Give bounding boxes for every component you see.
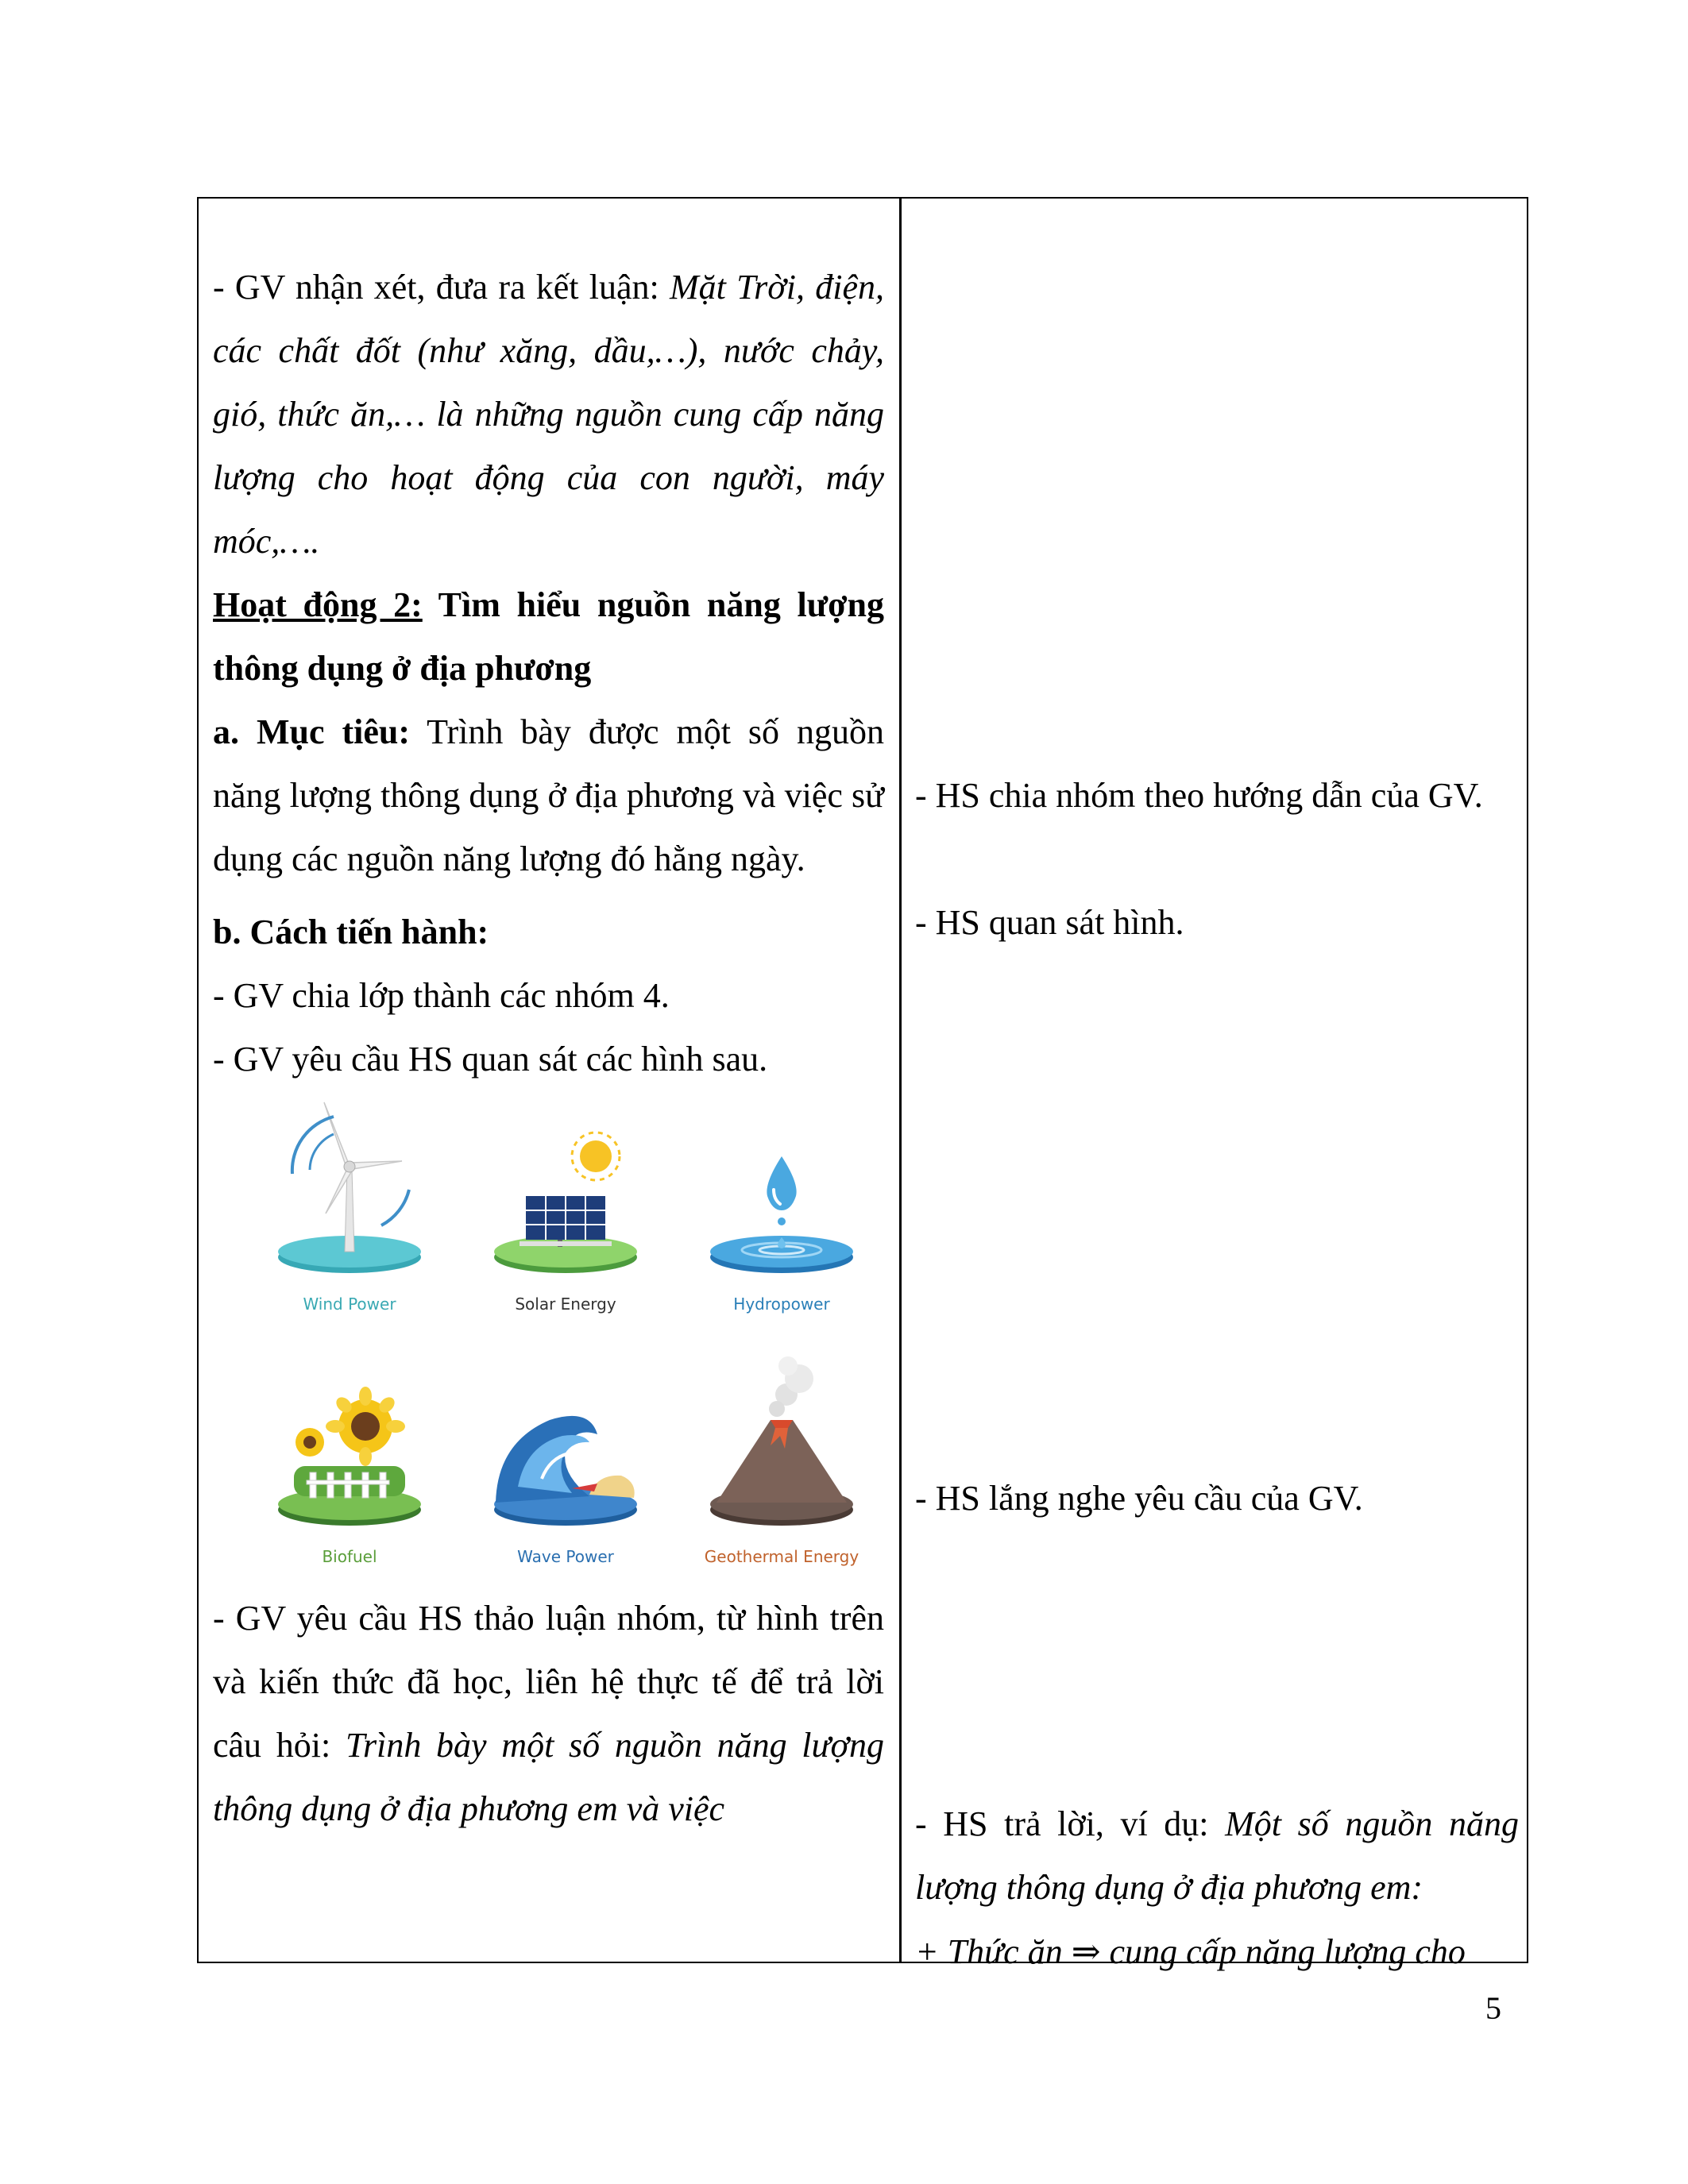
solar-energy-label: Solar Energy <box>515 1295 616 1314</box>
energy-image-hydro <box>694 1094 869 1325</box>
energy-images-grid <box>213 1094 884 1587</box>
student-response-4 <box>915 1792 1519 1920</box>
energy-image-biofuel <box>262 1347 437 1577</box>
student-response-4-intro: - HS trả lời, ví dụ: <box>915 1804 1226 1843</box>
discussion-paragraph <box>213 1587 884 1841</box>
energy-image-wave <box>478 1347 653 1577</box>
wind-turbine-icon <box>262 1094 437 1293</box>
wind-power-label: Wind Power <box>303 1295 396 1314</box>
conclusion-intro: - GV nhận xét, đưa ra kết luận: <box>213 268 670 307</box>
wave-power-label: Wave Power <box>517 1547 614 1566</box>
water-drop-icon <box>694 1094 869 1293</box>
sunflower-icon <box>262 1347 437 1545</box>
discussion-intro: - GV yêu cầu HS thảo luận nhóm, từ hình trên và kiến thức đã học, liên hệ thực tế để trả lời câu hỏi: <box>213 1599 884 1765</box>
objective-paragraph <box>213 700 884 891</box>
biofuel-label: Biofuel <box>322 1547 377 1566</box>
energy-image-geothermal <box>694 1347 869 1577</box>
student-response-5: + Thức ăn ⇒ cung cấp năng lượng cho <box>915 1932 1466 1971</box>
geothermal-energy-label: Geothermal Energy <box>704 1547 859 1566</box>
student-response-4-text: Một số nguồn năng lượng thông dụng ở địa phương em: <box>915 1804 1519 1907</box>
step-2: - GV yêu cầu HS quan sát các hình sau. <box>213 1040 768 1078</box>
conclusion-paragraph <box>213 256 884 573</box>
objective-label: a. Mục tiêu: <box>213 712 410 751</box>
activity-label: Hoạt động 2: <box>213 585 423 624</box>
lesson-table <box>197 197 1528 1971</box>
objective-text: Trình bày được một số nguồn năng lượng thông dụng ở địa phương và việc sử dụng các nguồn năng lượng đó hằng ngày. <box>213 712 884 878</box>
step-1: - GV chia lớp thành các nhóm 4. <box>213 976 670 1015</box>
activity-heading <box>213 573 884 700</box>
student-activity-column <box>915 199 1519 1971</box>
hydropower-label: Hydropower <box>733 1295 830 1314</box>
procedure-heading: b. Cách tiến hành: <box>213 913 489 951</box>
teacher-activity-column <box>213 256 884 1841</box>
activity-title: Tìm hiểu nguồn năng lượng thông dụng ở địa phương <box>213 585 884 688</box>
student-response-1: - HS chia nhóm theo hướng dẫn của GV. <box>915 776 1483 815</box>
student-response-3: - HS lắng nghe yêu cầu của GV. <box>915 1479 1363 1518</box>
discussion-question: Trình bày một số nguồn năng lượng thông dụng ở địa phương em và việc <box>213 1726 885 1828</box>
wave-icon <box>478 1347 653 1545</box>
page-number: 5 <box>1485 1990 1501 2026</box>
solar-panel-icon <box>478 1094 653 1293</box>
column-divider <box>899 199 902 1962</box>
volcano-icon <box>694 1347 869 1545</box>
conclusion-text: Mặt Trời, điện, các chất đốt (như xăng, dầu,…), nước chảy, gió, thức ăn,… là những nguồn cung cấp năng lượng cho hoạt động của con người, máy móc,…. <box>213 268 884 561</box>
energy-image-solar <box>478 1094 653 1325</box>
student-response-2: - HS quan sát hình. <box>915 903 1184 942</box>
energy-image-wind <box>262 1094 437 1325</box>
